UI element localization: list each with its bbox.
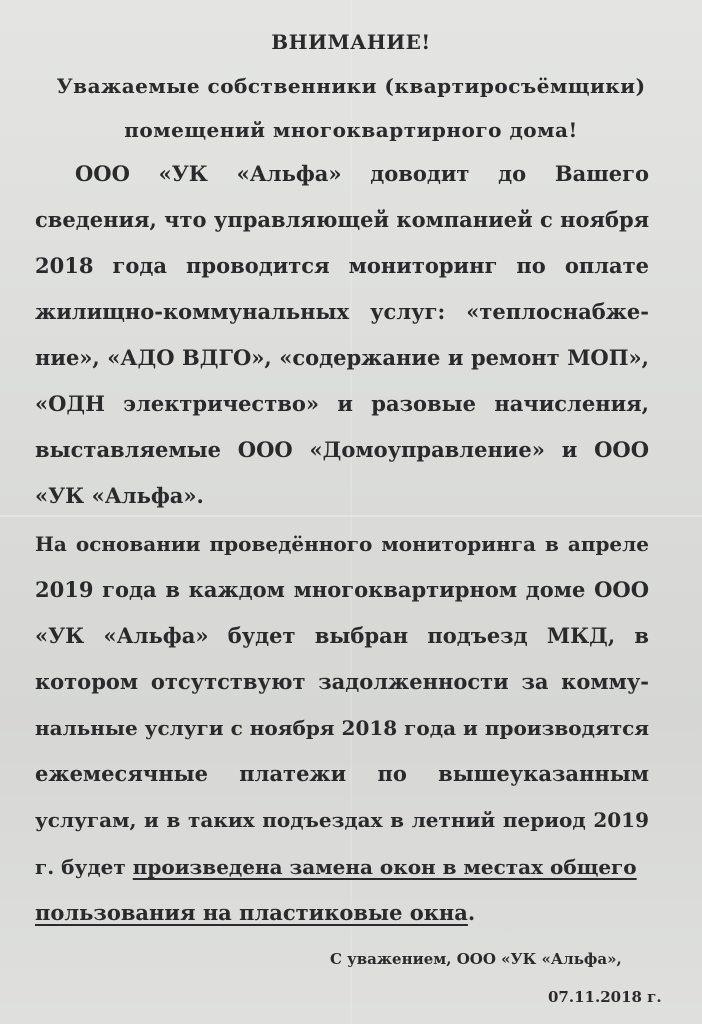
- salutation-line-1: Уважаемые собственники (квартиросъёмщики): [56, 74, 646, 98]
- line-prefix: г. будет: [35, 855, 133, 879]
- line-suffix: .: [467, 900, 476, 925]
- paragraph-2-line: услугам, и в таких подъездах в летний период 2019: [35, 808, 649, 832]
- paragraph-2-line: нальные услуги с ноября 2018 года и производятся: [35, 716, 650, 740]
- paragraph-2-line: ежемесячные платежи по вышеуказанным: [35, 761, 649, 786]
- notice-date: 07.11.2018 г.: [548, 988, 662, 1006]
- paragraph-1-line: ООО «УК «Альфа» доводит до Вашего: [75, 161, 649, 186]
- paragraph-1-line: «ОДН электричество» и разовые начисления,: [35, 391, 649, 416]
- underlined-text: произведена замена окон в местах общего: [132, 855, 637, 879]
- paragraph-1-line: выставляемые ООО «Домоуправление» и ООО: [35, 437, 649, 462]
- paragraph-1-line: сведения, что управляющей компанией с ноября: [35, 207, 650, 232]
- paragraph-1-line: 2018 года проводится мониторинг по оплате: [35, 253, 649, 278]
- underlined-text: пользования на пластиковые окна: [35, 900, 468, 925]
- paragraph-2-line: На основании проведённого мониторинга в апреле: [35, 532, 649, 556]
- paragraph-1-line: ние», «АДО ВДГО», «содержание и ремонт МОП»,: [35, 345, 649, 370]
- paragraph-1-line: жилищно-коммунальных услуг: «теплоснабже-: [35, 299, 649, 324]
- notice-heading: ВНИМАНИЕ!: [271, 30, 431, 54]
- signature: С уважением, ООО «УК «Альфа»,: [330, 950, 622, 968]
- paragraph-1-line: «УК «Альфа».: [35, 483, 204, 508]
- paragraph-2-line: «УК «Альфа» будет выбран подъезд МКД, в: [35, 623, 649, 648]
- paragraph-2-line: [35, 852, 649, 882]
- paragraph-2-line: 2019 года в каждом многоквартирном доме ООО: [35, 577, 649, 602]
- paragraph-2-line: котором отсутствуют задолженности за комму-: [35, 669, 649, 694]
- paragraph-2-line: [35, 898, 649, 928]
- salutation-line-2: помещений многоквартирного дома!: [124, 118, 578, 142]
